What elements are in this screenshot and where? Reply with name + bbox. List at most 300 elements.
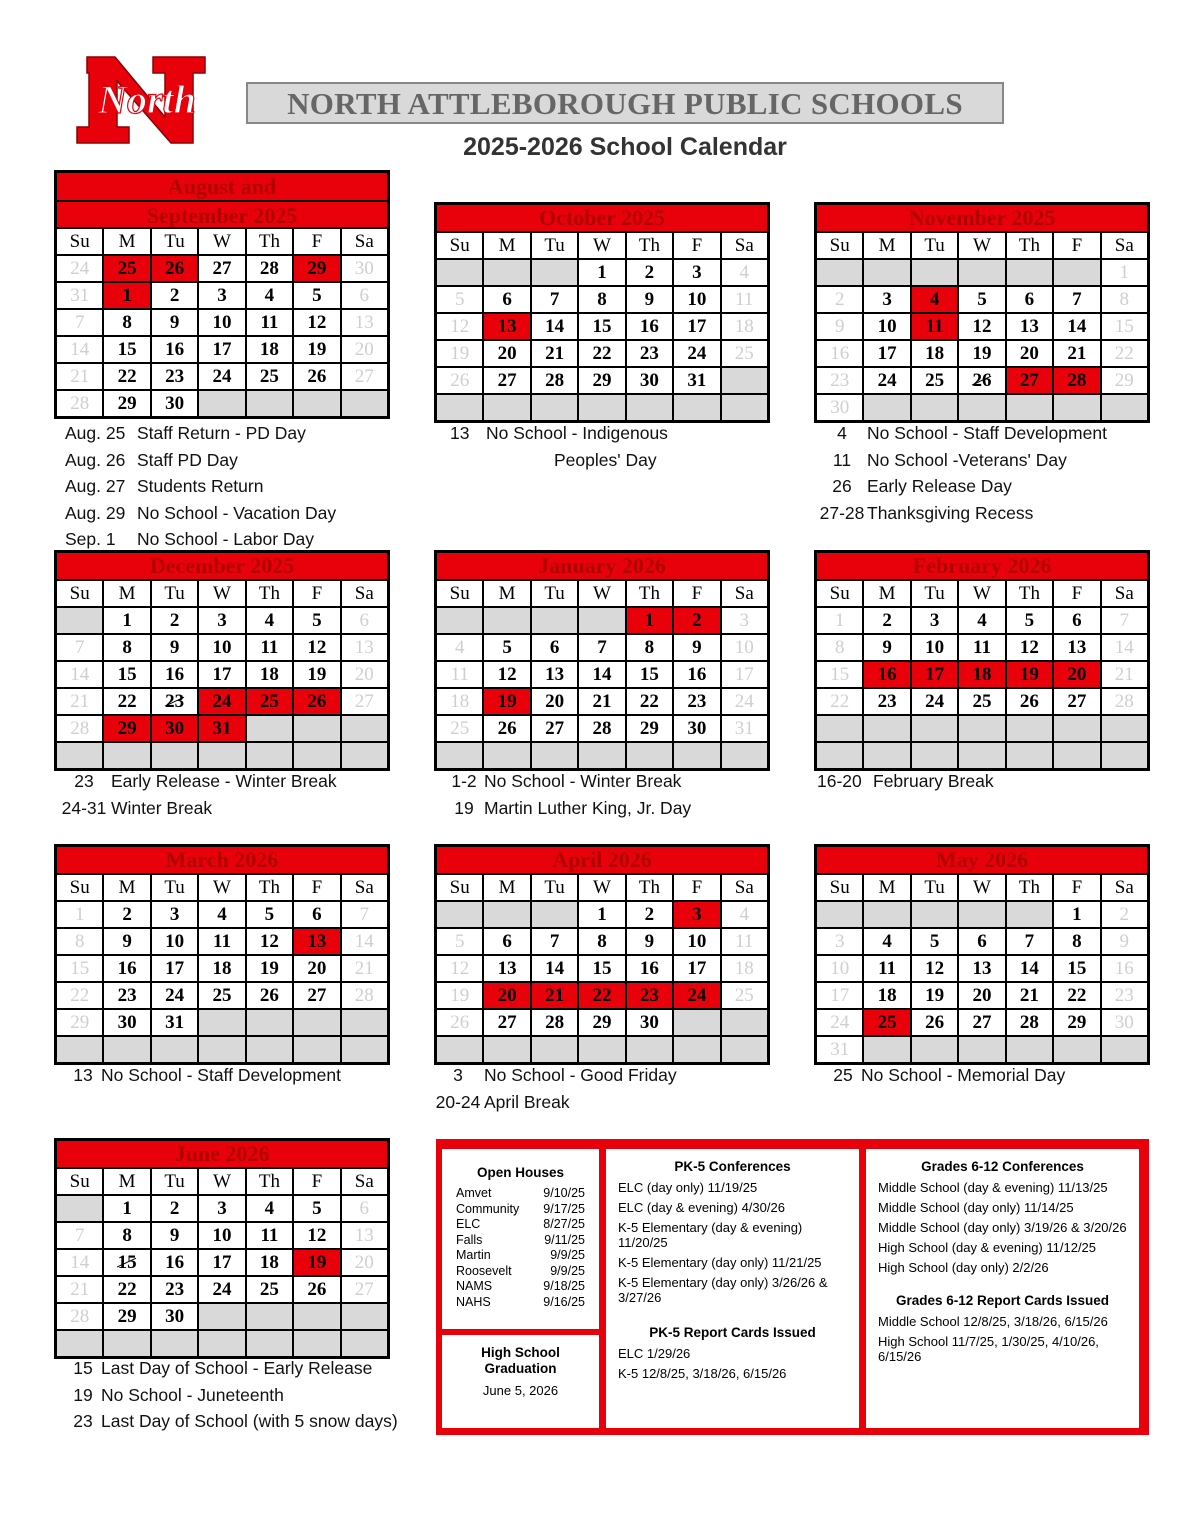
g612-panel bbox=[866, 1149, 1139, 1428]
note-row bbox=[450, 420, 668, 447]
note-text: Martin Luther King, Jr. Day bbox=[484, 797, 692, 818]
school-name: ELC bbox=[456, 1217, 481, 1231]
day-header: Tu bbox=[912, 581, 957, 606]
day-cell: 4 bbox=[722, 902, 767, 927]
day-cell: 12 bbox=[959, 314, 1004, 339]
day-header: Tu bbox=[912, 233, 957, 258]
day-cell: 25 bbox=[247, 689, 292, 714]
day-cell: 5 bbox=[294, 283, 339, 308]
day-cell: 21 bbox=[1007, 983, 1052, 1008]
school-name: NAHS bbox=[456, 1294, 491, 1309]
day-cell: 6 bbox=[484, 287, 529, 312]
day-header: F bbox=[294, 875, 339, 900]
day-cell: 6 bbox=[342, 1196, 387, 1221]
note-text: Early Release - Winter Break bbox=[111, 771, 337, 791]
day-cell bbox=[484, 743, 529, 768]
note-date: 24-31 bbox=[61, 797, 107, 818]
note-text: No School - Indigenous bbox=[486, 423, 668, 443]
day-cell: 28 bbox=[532, 1010, 577, 1035]
note-row bbox=[65, 447, 336, 474]
month-grid bbox=[437, 875, 767, 1062]
day-cell: 14 bbox=[1054, 314, 1099, 339]
day-cell bbox=[912, 395, 957, 420]
day-cell: 3 bbox=[199, 608, 244, 633]
day-header: Sa bbox=[1102, 875, 1147, 900]
day-cell: 16 bbox=[152, 662, 197, 687]
day-header: W bbox=[579, 581, 624, 606]
day-cell: 13 bbox=[294, 929, 339, 954]
day-cell: 8 bbox=[57, 929, 102, 954]
note-date: Sep. 1 bbox=[65, 529, 116, 549]
day-cell: 10 bbox=[674, 287, 719, 312]
open-house-row bbox=[456, 1295, 585, 1311]
note-text: Staff Return - PD Day bbox=[137, 423, 306, 443]
day-cell: 26 bbox=[294, 364, 339, 389]
day-cell: 25 bbox=[247, 1277, 292, 1302]
day-cell: 3 bbox=[199, 283, 244, 308]
day-cell bbox=[152, 1331, 197, 1356]
school-name: NAMS bbox=[456, 1279, 493, 1293]
day-cell: 27 bbox=[342, 1277, 387, 1302]
day-cell bbox=[247, 1304, 292, 1329]
day-cell: 2 bbox=[627, 902, 672, 927]
day-cell: 14 bbox=[1007, 956, 1052, 981]
day-header: Sa bbox=[342, 581, 387, 606]
month-dec-2025 bbox=[54, 550, 390, 771]
day-cell: 25 bbox=[199, 983, 244, 1008]
notes-jan bbox=[444, 768, 691, 821]
day-cell bbox=[57, 1196, 102, 1221]
day-header: Tu bbox=[152, 1169, 197, 1194]
month-title: March 2026 bbox=[57, 847, 387, 875]
day-cell: 24 bbox=[674, 983, 719, 1008]
day-cell: 12 bbox=[294, 1223, 339, 1248]
day-cell: 6 bbox=[532, 635, 577, 660]
day-cell: 13 bbox=[342, 1223, 387, 1248]
day-cell: 26 bbox=[294, 1277, 339, 1302]
open-house-row bbox=[456, 1233, 585, 1249]
day-cell: 18 bbox=[912, 341, 957, 366]
day-cell: 19 bbox=[437, 341, 482, 366]
day-cell: 14 bbox=[57, 662, 102, 687]
day-cell: 22 bbox=[579, 341, 624, 366]
day-cell bbox=[1102, 395, 1147, 420]
graduation-title-1: High School bbox=[481, 1345, 560, 1360]
day-cell: 1 bbox=[627, 608, 672, 633]
month-jun-2026 bbox=[54, 1138, 390, 1359]
day-cell: 25 bbox=[437, 716, 482, 741]
day-cell: 17 bbox=[674, 956, 719, 981]
day-cell: 15 bbox=[104, 1250, 149, 1275]
day-cell bbox=[247, 1010, 292, 1035]
day-cell: 27 bbox=[342, 689, 387, 714]
day-cell: 3 bbox=[864, 287, 909, 312]
day-cell bbox=[864, 716, 909, 741]
day-cell: 25 bbox=[104, 256, 149, 281]
day-cell: 4 bbox=[912, 287, 957, 312]
day-header: Tu bbox=[532, 581, 577, 606]
day-cell bbox=[437, 395, 482, 420]
day-cell: 6 bbox=[484, 929, 529, 954]
day-cell: 28 bbox=[342, 983, 387, 1008]
day-cell: 29 bbox=[1054, 1010, 1099, 1035]
day-cell: 14 bbox=[57, 337, 102, 362]
month-jan-2026 bbox=[434, 550, 770, 771]
day-cell bbox=[199, 743, 244, 768]
graduation-date: June 5, 2026 bbox=[482, 1383, 559, 1398]
day-cell: 17 bbox=[199, 337, 244, 362]
day-cell bbox=[579, 608, 624, 633]
day-cell: 6 bbox=[1007, 287, 1052, 312]
day-cell: 23 bbox=[627, 983, 672, 1008]
day-cell bbox=[627, 395, 672, 420]
day-cell: 11 bbox=[437, 662, 482, 687]
day-cell: 16 bbox=[152, 1250, 197, 1275]
day-cell: 8 bbox=[104, 1223, 149, 1248]
day-header: M bbox=[104, 229, 149, 254]
open-house-date: 9/16/25 bbox=[543, 1294, 585, 1309]
day-cell bbox=[817, 902, 862, 927]
day-cell: 19 bbox=[294, 662, 339, 687]
day-cell: 28 bbox=[247, 256, 292, 281]
month-title: January 2026 bbox=[437, 553, 767, 581]
day-cell: 15 bbox=[627, 662, 672, 687]
day-header: Sa bbox=[1102, 233, 1147, 258]
day-cell: 17 bbox=[722, 662, 767, 687]
day-cell: 21 bbox=[1102, 662, 1147, 687]
day-cell: 21 bbox=[532, 341, 577, 366]
day-header: M bbox=[484, 581, 529, 606]
day-cell: 23 bbox=[1102, 983, 1147, 1008]
day-header: Su bbox=[437, 581, 482, 606]
note-row bbox=[817, 447, 1107, 474]
day-cell bbox=[57, 1331, 102, 1356]
month-grid bbox=[817, 233, 1147, 420]
day-cell: 31 bbox=[199, 716, 244, 741]
month-grid bbox=[57, 1169, 387, 1356]
note-row bbox=[444, 795, 691, 822]
day-cell: 8 bbox=[627, 635, 672, 660]
day-cell: 5 bbox=[437, 929, 482, 954]
info-item: ELC (day only) 11/19/25 bbox=[618, 1180, 758, 1195]
day-cell bbox=[959, 395, 1004, 420]
day-cell: 24 bbox=[199, 1277, 244, 1302]
note-date: 23 bbox=[73, 1411, 93, 1431]
day-cell: 26 bbox=[484, 716, 529, 741]
day-cell bbox=[579, 395, 624, 420]
day-cell: 8 bbox=[579, 929, 624, 954]
day-cell bbox=[199, 1037, 244, 1062]
note-text: No School - Good Friday bbox=[484, 1065, 677, 1085]
pk5-reports-title: PK-5 Report Cards Issued bbox=[649, 1325, 816, 1340]
day-cell: 24 bbox=[817, 1010, 862, 1035]
day-cell bbox=[532, 1037, 577, 1062]
day-cell: 1 bbox=[579, 902, 624, 927]
month-title: December 2025 bbox=[57, 553, 387, 581]
open-house-date: 9/17/25 bbox=[543, 1201, 585, 1216]
day-header: M bbox=[864, 233, 909, 258]
note-text: February Break bbox=[873, 771, 994, 791]
day-header: Sa bbox=[342, 875, 387, 900]
day-header: Th bbox=[627, 581, 672, 606]
open-houses-panel bbox=[442, 1149, 599, 1329]
day-cell bbox=[152, 743, 197, 768]
day-cell: 28 bbox=[1102, 689, 1147, 714]
day-cell: 12 bbox=[247, 929, 292, 954]
day-cell: 30 bbox=[817, 395, 862, 420]
month-feb-2026 bbox=[814, 550, 1150, 771]
day-cell bbox=[294, 1010, 339, 1035]
month-grid bbox=[437, 581, 767, 768]
note-date: Aug. 25 bbox=[65, 423, 126, 443]
day-cell bbox=[959, 902, 1004, 927]
day-header: F bbox=[674, 875, 719, 900]
day-header: Th bbox=[247, 875, 292, 900]
day-cell bbox=[57, 1037, 102, 1062]
note-text: Students Return bbox=[137, 476, 264, 496]
month-title: November 2025 bbox=[817, 205, 1147, 233]
day-cell: 25 bbox=[959, 689, 1004, 714]
note-text: No School - Staff Development bbox=[101, 1065, 341, 1085]
day-cell: 27 bbox=[199, 256, 244, 281]
day-cell bbox=[532, 608, 577, 633]
note-text: No School - Memorial Day bbox=[861, 1065, 1066, 1085]
day-cell: 29 bbox=[579, 1010, 624, 1035]
day-cell: 11 bbox=[247, 310, 292, 335]
day-header: Su bbox=[437, 233, 482, 258]
day-cell: 4 bbox=[247, 608, 292, 633]
day-cell: 15 bbox=[579, 314, 624, 339]
day-cell: 9 bbox=[627, 287, 672, 312]
note-row bbox=[432, 1062, 677, 1089]
note-row bbox=[444, 768, 691, 795]
day-cell: 7 bbox=[1007, 929, 1052, 954]
day-cell: 2 bbox=[627, 260, 672, 285]
info-item: Middle School (day only) 3/19/26 & 3/20/26 bbox=[878, 1220, 1127, 1235]
day-cell: 11 bbox=[959, 635, 1004, 660]
day-cell: 15 bbox=[1054, 956, 1099, 981]
g612-conferences-title: Grades 6-12 Conferences bbox=[921, 1159, 1084, 1174]
day-cell: 13 bbox=[532, 662, 577, 687]
month-grid bbox=[57, 581, 387, 768]
open-house-row bbox=[456, 1217, 585, 1233]
north-logo bbox=[55, 55, 235, 145]
day-cell bbox=[1054, 743, 1099, 768]
day-cell: 28 bbox=[532, 368, 577, 393]
pk5-conferences-title: PK-5 Conferences bbox=[674, 1159, 791, 1174]
day-cell: 10 bbox=[199, 310, 244, 335]
day-header: W bbox=[579, 875, 624, 900]
day-cell: 7 bbox=[57, 1223, 102, 1248]
day-cell: 4 bbox=[959, 608, 1004, 633]
day-cell: 12 bbox=[437, 956, 482, 981]
open-houses-title: Open Houses bbox=[476, 1165, 565, 1180]
district-title: NORTH ATTLEBOROUGH PUBLIC SCHOOLS bbox=[246, 82, 1004, 124]
day-cell: 26 bbox=[152, 256, 197, 281]
day-cell: 9 bbox=[674, 635, 719, 660]
day-cell: 15 bbox=[817, 662, 862, 687]
note-date: Aug. 27 bbox=[65, 476, 126, 496]
day-cell bbox=[1007, 902, 1052, 927]
day-cell: 15 bbox=[1102, 314, 1147, 339]
day-cell bbox=[247, 743, 292, 768]
day-header: M bbox=[104, 1169, 149, 1194]
day-header: Su bbox=[57, 229, 102, 254]
day-cell: 10 bbox=[864, 314, 909, 339]
day-cell: 28 bbox=[57, 1304, 102, 1329]
day-cell: 20 bbox=[484, 341, 529, 366]
month-title: May 2026 bbox=[817, 847, 1147, 875]
day-cell bbox=[864, 743, 909, 768]
day-cell: 5 bbox=[484, 635, 529, 660]
day-cell: 9 bbox=[104, 929, 149, 954]
day-header: Tu bbox=[152, 229, 197, 254]
pk5-panel bbox=[606, 1149, 859, 1428]
day-cell bbox=[294, 1304, 339, 1329]
day-cell: 1 bbox=[104, 283, 149, 308]
day-cell: 18 bbox=[247, 337, 292, 362]
day-cell bbox=[342, 743, 387, 768]
day-cell bbox=[1007, 260, 1052, 285]
day-cell bbox=[532, 395, 577, 420]
note-row bbox=[817, 500, 1107, 527]
note-date: 11 bbox=[832, 449, 852, 470]
g612-reports-title: Grades 6-12 Report Cards Issued bbox=[895, 1293, 1110, 1308]
note-text: No School - Winter Break bbox=[484, 771, 682, 791]
day-header: W bbox=[579, 233, 624, 258]
day-cell: 20 bbox=[342, 662, 387, 687]
day-cell: 29 bbox=[57, 1010, 102, 1035]
day-cell: 17 bbox=[199, 1250, 244, 1275]
day-cell: 17 bbox=[817, 983, 862, 1008]
day-cell bbox=[484, 395, 529, 420]
open-house-row bbox=[456, 1279, 585, 1295]
day-cell bbox=[294, 391, 339, 416]
open-house-row bbox=[456, 1248, 585, 1264]
day-cell: 6 bbox=[342, 608, 387, 633]
day-cell: 27 bbox=[294, 983, 339, 1008]
day-cell bbox=[864, 260, 909, 285]
day-header: W bbox=[199, 229, 244, 254]
day-header: Th bbox=[1007, 233, 1052, 258]
note-row bbox=[65, 420, 336, 447]
notes-aug-sep bbox=[65, 420, 336, 553]
day-cell bbox=[864, 902, 909, 927]
day-cell: 29 bbox=[104, 391, 149, 416]
day-header: W bbox=[199, 581, 244, 606]
note-row bbox=[65, 473, 336, 500]
info-item: Middle School 12/8/25, 3/18/26, 6/15/26 bbox=[878, 1314, 1108, 1329]
day-cell bbox=[959, 716, 1004, 741]
day-cell: 24 bbox=[152, 983, 197, 1008]
day-header: Th bbox=[627, 233, 672, 258]
day-header: F bbox=[1054, 581, 1099, 606]
day-cell: 15 bbox=[104, 662, 149, 687]
note-row bbox=[432, 1089, 677, 1116]
day-cell: 20 bbox=[959, 983, 1004, 1008]
day-header: M bbox=[484, 875, 529, 900]
day-cell: 23 bbox=[152, 364, 197, 389]
notes-apr bbox=[432, 1062, 677, 1115]
day-cell: 5 bbox=[1007, 608, 1052, 633]
day-cell: 29 bbox=[579, 368, 624, 393]
notes-oct bbox=[450, 420, 668, 473]
day-cell bbox=[627, 743, 672, 768]
day-cell: 22 bbox=[817, 689, 862, 714]
note-text: No School - Vacation Day bbox=[137, 502, 337, 523]
day-cell: 16 bbox=[152, 337, 197, 362]
day-cell: 9 bbox=[627, 929, 672, 954]
open-house-date: 9/18/25 bbox=[543, 1279, 585, 1293]
day-cell: 28 bbox=[1054, 368, 1099, 393]
notes-feb bbox=[817, 768, 994, 795]
day-cell: 13 bbox=[342, 635, 387, 660]
day-cell: 18 bbox=[199, 956, 244, 981]
day-cell: 27 bbox=[532, 716, 577, 741]
day-cell bbox=[199, 1331, 244, 1356]
day-cell: 25 bbox=[722, 983, 767, 1008]
note-text: Winter Break bbox=[111, 797, 213, 818]
day-cell bbox=[532, 902, 577, 927]
day-cell: 20 bbox=[1007, 341, 1052, 366]
day-cell bbox=[437, 1037, 482, 1062]
day-cell: 28 bbox=[57, 716, 102, 741]
day-cell: 4 bbox=[437, 635, 482, 660]
day-header: F bbox=[294, 1169, 339, 1194]
day-cell: 27 bbox=[484, 368, 529, 393]
open-house-date: 8/27/25 bbox=[543, 1217, 585, 1231]
day-cell bbox=[817, 743, 862, 768]
note-row bbox=[65, 1382, 398, 1409]
day-cell: 21 bbox=[57, 689, 102, 714]
day-cell bbox=[912, 1037, 957, 1062]
day-cell: 3 bbox=[199, 1196, 244, 1221]
day-cell bbox=[1007, 395, 1052, 420]
day-cell bbox=[532, 743, 577, 768]
day-cell: 18 bbox=[247, 662, 292, 687]
day-cell: 5 bbox=[294, 608, 339, 633]
open-house-date: 9/9/25 bbox=[550, 1248, 585, 1262]
day-cell: 30 bbox=[674, 716, 719, 741]
day-cell: 11 bbox=[912, 314, 957, 339]
note-text: No School -Veterans' Day bbox=[867, 449, 1067, 470]
school-name: Falls bbox=[456, 1232, 483, 1247]
day-cell bbox=[1007, 716, 1052, 741]
day-cell bbox=[817, 716, 862, 741]
open-house-date: 9/10/25 bbox=[543, 1186, 585, 1200]
notes-nov bbox=[817, 420, 1107, 526]
note-date: 4 bbox=[837, 423, 847, 443]
day-cell: 8 bbox=[817, 635, 862, 660]
month-grid bbox=[57, 875, 387, 1062]
month-title-line-1: August and bbox=[57, 173, 387, 202]
day-cell: 1 bbox=[104, 608, 149, 633]
note-date: Aug. 26 bbox=[65, 449, 126, 470]
day-cell bbox=[152, 1037, 197, 1062]
day-cell: 29 bbox=[294, 256, 339, 281]
day-cell bbox=[912, 902, 957, 927]
day-cell bbox=[294, 1331, 339, 1356]
notes-dec bbox=[57, 768, 337, 821]
day-cell: 10 bbox=[152, 929, 197, 954]
day-cell: 19 bbox=[1007, 662, 1052, 687]
day-cell: 17 bbox=[864, 341, 909, 366]
day-cell: 13 bbox=[959, 956, 1004, 981]
day-cell: 19 bbox=[959, 341, 1004, 366]
day-header: F bbox=[674, 233, 719, 258]
day-cell: 25 bbox=[247, 364, 292, 389]
day-cell: 14 bbox=[579, 662, 624, 687]
